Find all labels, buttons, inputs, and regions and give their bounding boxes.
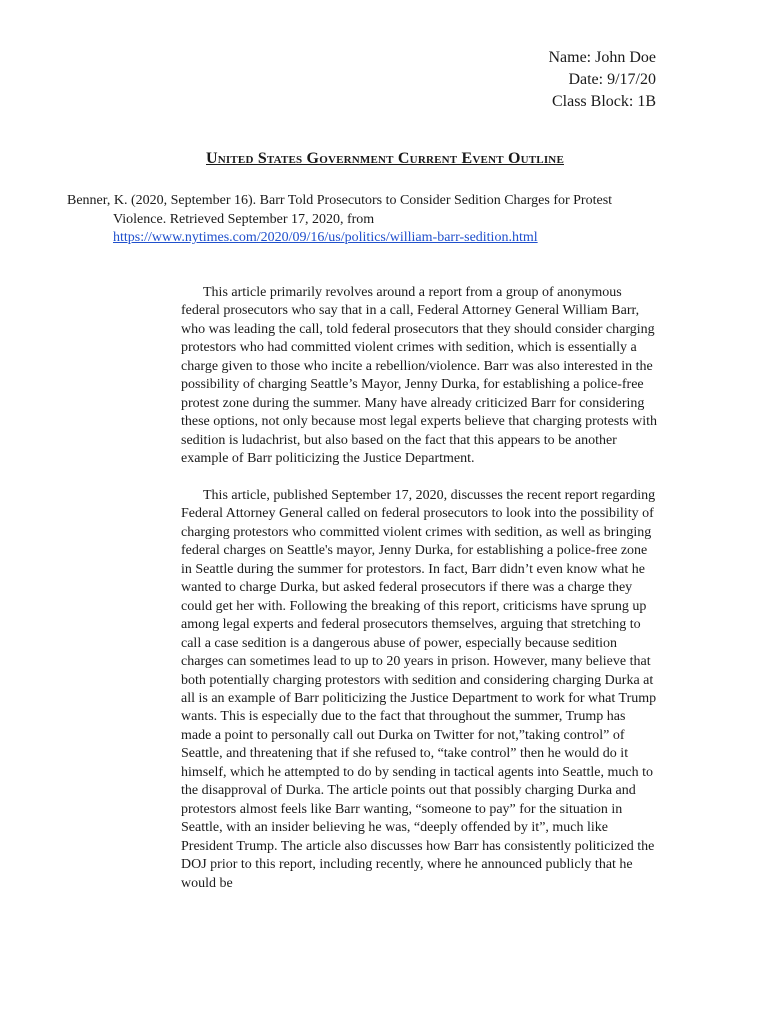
article-summary [181, 284, 659, 912]
citation-link[interactable]: https://www.nytimes.com/2020/09/16/us/politics/william-barr-sedition.html [113, 230, 538, 245]
citation-text: Benner, K. (2020, September 16). Barr Told Prosecutors to Consider Sedition Charges for Protest Violence. Retrieved September 17, 2020, from [67, 193, 613, 227]
student-name: Name: John Doe [548, 49, 656, 66]
student-info [548, 47, 656, 113]
citation [67, 192, 667, 248]
document-title-text: United States Government Current Event Outline [206, 150, 564, 167]
citation-entry [67, 192, 667, 248]
class-block: Class Block: 1B [551, 93, 656, 110]
document-title [0, 150, 768, 168]
assignment-date: Date: 9/17/20 [568, 71, 656, 88]
analysis-paragraph: This article, published September 17, 2020, discusses the recent report regarding Federal Attorney General called on federal prosecutors to look into the possibility of charging protestors who committed violent crimes with sedition, as well as bringing federal charges on Seattle's mayor, Jenny Durka, for establishing a police-free zone in Seattle during the summer for protestors. In fact, Barr didn’t even know what he wanted to charge Durka, but asked federal prosecutors if there was a charge they could get her with. Following the breaking of this report, criticisms have sprung up among legal experts and federal prosecutors themselves, arguing that stretching to call a case sedition is a dangerous abuse of power, especially because sedition charges can sometimes lead to up to 20 years in prison. However, many believe that both potentially charging protestors with sedition and considering charging Durka at all is an example of Barr politicizing the Justice Department to work for what Trump wants. This is especially due to the fact that throughout the summer, Trump has made a point to personally call out Durka on Twitter for not,”taking control” of Seattle, and threatening that if she refused to, “take control” then he would do it himself, which he attempted to do by sending in tactical agents into Seattle, much to the disapproval of Durka. The article points out that possibly charging Durka and protestors almost feels like Barr wanting, “someone to pay” for the situation in Seattle, with an insider believing he was, “deeply offended by it”, much like President Trump. The article also discusses how Barr has consistently politicized the DOJ prior to this report, including recently, where he announced publicly that he would be [181, 488, 657, 891]
summary-paragraph: This article primarily revolves around a report from a group of anonymous federal prosecutors who say that in a call, Federal Attorney General William Barr, who was leading the call, told federal prosecutors that they should consider charging protestors who had committed violent crimes with sedition, which is essentially a charge given to those who incite a rebellion/violence. Barr was also interested in the possibility of charging Seattle’s Mayor, Jenny Durka, for establishing a police-free protest zone during the summer. Many have already criticized Barr for considering these options, not only because most legal experts believe that charging protests with sedition is ludachrist, but also based on the fact that this appears to be another example of Barr politicizing the Justice Department. [181, 285, 658, 467]
